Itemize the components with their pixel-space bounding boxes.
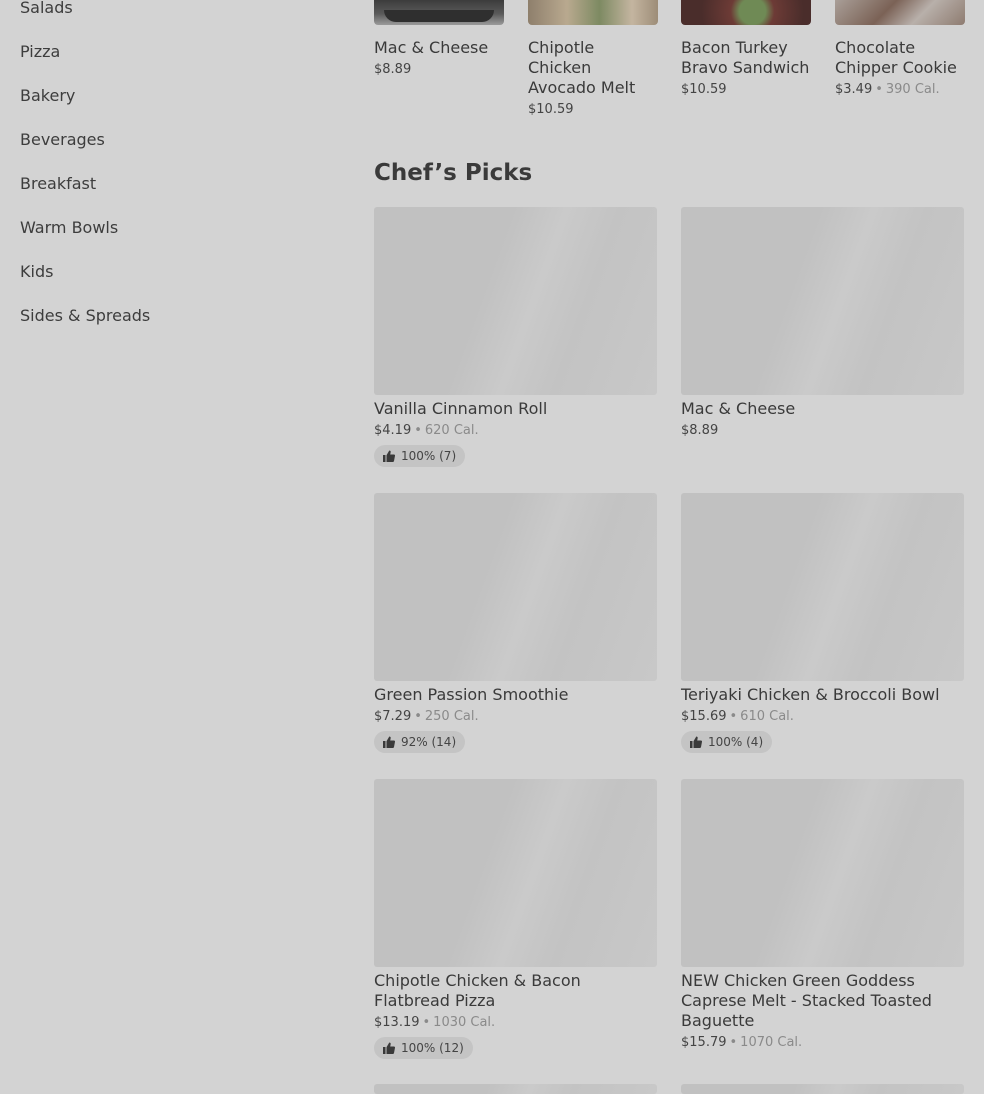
item-price-line bbox=[374, 61, 504, 79]
item-price-line bbox=[681, 1034, 964, 1052]
item-price-line bbox=[835, 81, 965, 99]
item-price: $3.49 bbox=[835, 82, 873, 97]
rating-badge bbox=[374, 1037, 473, 1059]
item-name: Vanilla Cinnamon Roll bbox=[374, 399, 548, 418]
item-calories: 610 Cal. bbox=[740, 709, 794, 724]
item-image-placeholder bbox=[681, 1084, 964, 1094]
separator-dot: • bbox=[875, 82, 883, 97]
item-price-line bbox=[681, 708, 964, 726]
section-title-chefs-picks: Chef’s Picks bbox=[374, 160, 533, 186]
item-price-line bbox=[374, 708, 657, 726]
item-image-placeholder bbox=[681, 779, 964, 967]
item-name: NEW Chicken Green Goddess Caprese Melt - Stacked Toasted Baguette bbox=[681, 971, 932, 1030]
item-name: Bacon Turkey Bravo Sandwich bbox=[681, 38, 810, 77]
item-price-line bbox=[681, 422, 964, 440]
menu-item-card[interactable] bbox=[374, 493, 657, 753]
rating-text: 100% (12) bbox=[401, 1041, 464, 1055]
item-calories: 1070 Cal. bbox=[740, 1035, 803, 1050]
item-price: $4.19 bbox=[374, 423, 412, 438]
thumbs-up-icon bbox=[382, 736, 395, 748]
separator-dot: • bbox=[729, 1035, 738, 1050]
item-name: Teriyaki Chicken & Broccoli Bowl bbox=[681, 685, 940, 704]
rating-text: 100% (4) bbox=[708, 735, 764, 749]
item-image bbox=[528, 0, 658, 25]
separator-dot: • bbox=[729, 709, 738, 724]
item-image bbox=[374, 0, 504, 25]
sidebar-item-kids[interactable]: Kids bbox=[20, 262, 54, 281]
item-price: $13.19 bbox=[374, 1015, 420, 1030]
menu-item-card[interactable] bbox=[374, 779, 657, 1059]
menu-item-card[interactable] bbox=[528, 0, 658, 119]
item-price: $15.79 bbox=[681, 1035, 727, 1050]
item-price-line bbox=[528, 101, 658, 119]
menu-item-card[interactable] bbox=[681, 779, 964, 1052]
item-price: $15.69 bbox=[681, 709, 727, 724]
rating-text: 100% (7) bbox=[401, 449, 457, 463]
item-name: Chocolate Chipper Cookie bbox=[835, 38, 957, 77]
rating-badge bbox=[374, 731, 465, 753]
separator-dot: • bbox=[422, 1015, 431, 1030]
sidebar-item-sides-spreads[interactable]: Sides & Spreads bbox=[20, 306, 151, 325]
item-image-placeholder bbox=[374, 493, 657, 681]
menu-item-card[interactable] bbox=[374, 1084, 657, 1094]
item-name: Chipotle Chicken & Bacon Flatbread Pizza bbox=[374, 971, 581, 1010]
menu-item-card[interactable] bbox=[681, 493, 964, 753]
sidebar-item-warm-bowls[interactable]: Warm Bowls bbox=[20, 218, 119, 237]
item-name: Green Passion Smoothie bbox=[374, 685, 569, 704]
item-price-line bbox=[374, 422, 657, 440]
item-image-placeholder bbox=[681, 493, 964, 681]
item-image-placeholder bbox=[681, 207, 964, 395]
item-price-line bbox=[681, 81, 811, 99]
item-price: $10.59 bbox=[681, 82, 727, 97]
item-name: Mac & Cheese bbox=[681, 399, 796, 418]
menu-item-card[interactable] bbox=[681, 1084, 964, 1094]
menu-item-card[interactable] bbox=[681, 0, 811, 99]
sidebar-item-bakery[interactable]: Bakery bbox=[20, 86, 76, 105]
item-price-line bbox=[374, 1014, 657, 1032]
item-image-placeholder bbox=[374, 779, 657, 967]
item-image-placeholder bbox=[374, 1084, 657, 1094]
thumbs-up-icon bbox=[689, 736, 702, 748]
item-price: $7.29 bbox=[374, 709, 412, 724]
thumbs-up-icon bbox=[382, 1042, 395, 1054]
thumbs-up-icon bbox=[382, 450, 395, 462]
menu-item-card[interactable] bbox=[374, 207, 657, 467]
item-image bbox=[835, 0, 965, 25]
separator-dot: • bbox=[414, 423, 422, 438]
menu-item-card[interactable] bbox=[835, 0, 965, 99]
item-price: $8.89 bbox=[681, 423, 719, 438]
menu-item-card[interactable] bbox=[374, 0, 504, 79]
item-calories: 390 Cal. bbox=[885, 82, 940, 97]
item-price: $8.89 bbox=[374, 62, 412, 77]
sidebar-item-beverages[interactable]: Beverages bbox=[20, 130, 105, 149]
rating-text: 92% (14) bbox=[401, 735, 457, 749]
item-image-placeholder bbox=[374, 207, 657, 395]
item-name: Chipotle Chicken Avocado Melt bbox=[528, 38, 636, 97]
item-calories: 250 Cal. bbox=[424, 709, 479, 724]
sidebar-item-salads[interactable]: Salads bbox=[20, 0, 73, 17]
item-name: Mac & Cheese bbox=[374, 38, 489, 57]
menu-item-card[interactable] bbox=[681, 207, 964, 440]
rating-badge bbox=[374, 445, 465, 467]
rating-badge bbox=[681, 731, 772, 753]
item-calories: 620 Cal. bbox=[424, 423, 479, 438]
sidebar-item-pizza[interactable]: Pizza bbox=[20, 42, 61, 61]
sidebar-item-breakfast[interactable]: Breakfast bbox=[20, 174, 97, 193]
separator-dot: • bbox=[414, 709, 422, 724]
item-price: $10.59 bbox=[528, 102, 574, 117]
item-calories: 1030 Cal. bbox=[433, 1015, 496, 1030]
item-image bbox=[681, 0, 811, 25]
